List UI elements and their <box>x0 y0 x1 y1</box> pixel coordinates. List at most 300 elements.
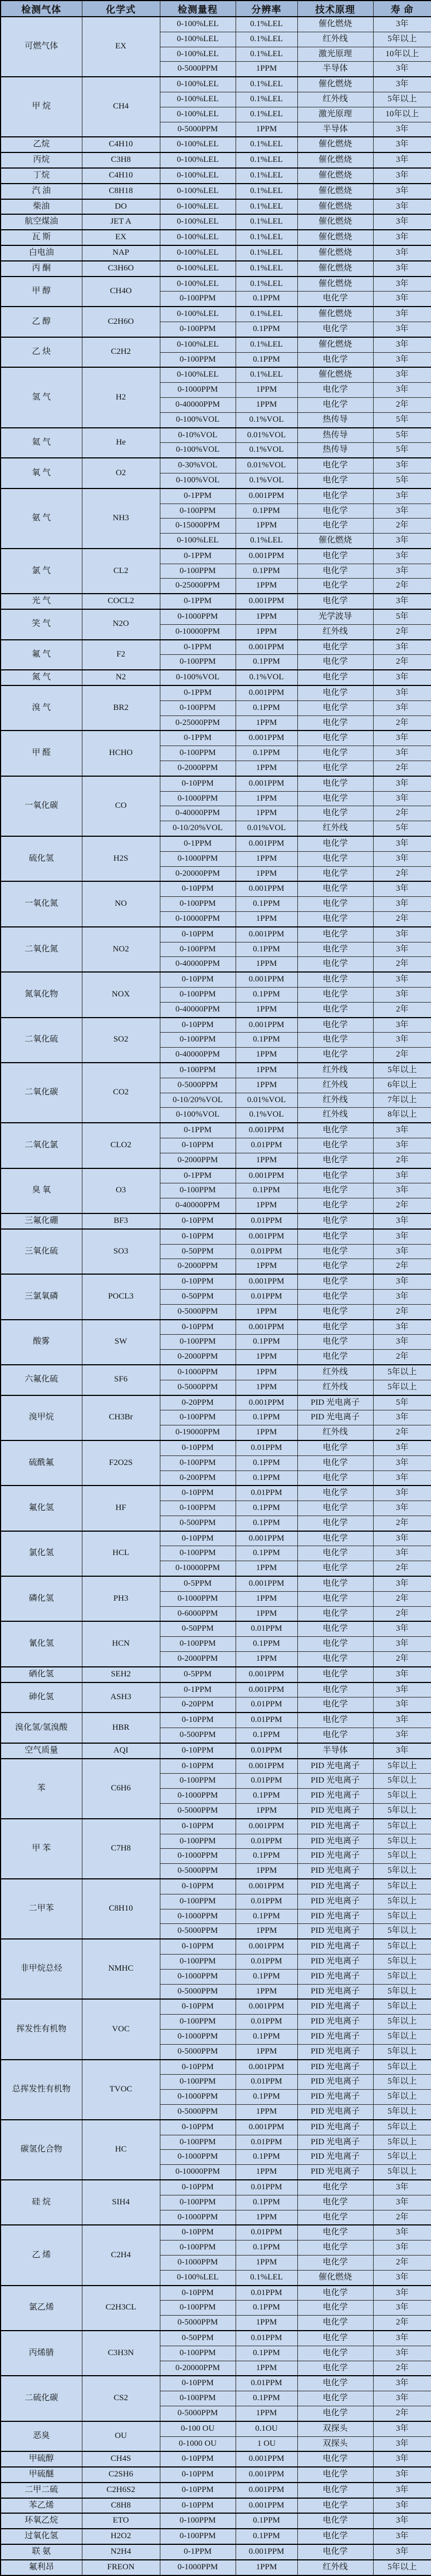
formula-cell: C2H4 <box>82 2225 160 2285</box>
lifespan-cell: 3年 <box>373 1682 431 1697</box>
range-cell: 0-1000PPM <box>160 2150 236 2165</box>
lifespan-cell: 5年以上 <box>373 1984 431 1999</box>
formula-cell: F2O2S <box>82 1440 160 1486</box>
resolution-cell: 1PPM <box>236 1153 297 1168</box>
lifespan-cell: 3年 <box>373 307 431 322</box>
range-cell: 0-100PPM <box>160 1183 236 1198</box>
range-cell: 0-100PPM <box>160 564 236 579</box>
principle-cell: 催化燃烧 <box>297 245 373 261</box>
principle-cell: 电化学 <box>297 746 373 761</box>
gas-name-cell: 苯乙烯 <box>1 2498 82 2514</box>
range-cell: 0-10PPM <box>160 1759 236 1774</box>
range-cell: 0-1PPM <box>160 594 236 609</box>
range-cell: 0-1PPM <box>160 1682 236 1697</box>
lifespan-cell: 2年 <box>373 579 431 594</box>
principle-cell: 电化学 <box>297 2331 373 2346</box>
resolution-cell: 0.1%LEL <box>236 261 297 277</box>
gas-name-cell: 酸雾 <box>1 1320 82 1365</box>
range-cell: 0-1PPM <box>160 640 236 655</box>
range-cell: 0-100PPM <box>160 2241 236 2256</box>
table-row <box>1 2331 431 2346</box>
principle-cell: 电化学 <box>297 1018 373 1033</box>
lifespan-cell: 3年 <box>373 1455 431 1470</box>
resolution-cell: 1PPM <box>236 2104 297 2119</box>
principle-cell: 电化学 <box>297 2225 373 2240</box>
table-row <box>1 1395 431 1410</box>
range-cell: 0-6000PPM <box>160 1606 236 1621</box>
principle-cell: PID 光电离子 <box>297 1924 373 1939</box>
gas-name-cell: 碳氢化合物 <box>1 2120 82 2180</box>
lifespan-cell: 3年 <box>373 261 431 277</box>
principle-cell: 红外线 <box>297 1380 373 1395</box>
column-header-resolution: 分辨率 <box>236 1 297 17</box>
lifespan-cell: 3年 <box>373 1743 431 1759</box>
table-row <box>1 1999 431 2014</box>
principle-cell: 红外线 <box>297 1425 373 1440</box>
resolution-cell: 1PPM <box>236 912 297 927</box>
resolution-cell: 1PPM <box>236 1365 297 1380</box>
gas-name-cell: 二硫化碳 <box>1 2376 82 2421</box>
lifespan-cell: 2年 <box>373 397 431 412</box>
lifespan-cell: 5年以上 <box>373 1969 431 1984</box>
resolution-cell: 0.01PPM <box>236 1440 297 1455</box>
range-cell: 0-1000PPM <box>160 791 236 806</box>
gas-name-cell: 总挥发性有机物 <box>1 2060 82 2120</box>
formula-cell: C7H8 <box>82 1819 160 1879</box>
resolution-cell: 1PPM <box>236 791 297 806</box>
range-cell: 0-100PPM <box>160 942 236 957</box>
principle-cell: 电化学 <box>297 2195 373 2210</box>
gas-name-cell: 三氟化硼 <box>1 1213 82 1229</box>
lifespan-cell: 3年 <box>373 1213 431 1229</box>
gas-name-cell: 光 气 <box>1 594 82 609</box>
resolution-cell: 0.1PPM <box>236 322 297 337</box>
table-row <box>1 458 431 473</box>
resolution-cell: 0.1%LEL <box>236 107 297 122</box>
principle-cell: 电化学 <box>297 897 373 912</box>
lifespan-cell: 2年 <box>373 1153 431 1168</box>
resolution-cell: 0.1%VOL <box>236 1108 297 1123</box>
principle-cell: PID 光电离子 <box>297 1879 373 1894</box>
table-row <box>1 881 431 896</box>
resolution-cell: 0.01PPM <box>236 1774 297 1789</box>
principle-cell: 半导体 <box>297 1743 373 1759</box>
principle-cell: 半导体 <box>297 62 373 77</box>
lifespan-cell: 2年 <box>373 519 431 534</box>
principle-cell: 电化学 <box>297 1002 373 1017</box>
lifespan-cell: 3年 <box>373 245 431 261</box>
principle-cell: PID 光电离子 <box>297 1894 373 1909</box>
range-cell: 0-100%LEL <box>160 184 236 199</box>
principle-cell: 电化学 <box>297 2498 373 2514</box>
principle-cell: 电化学 <box>297 579 373 594</box>
formula-cell: CLO2 <box>82 1123 160 1168</box>
resolution-cell: 0.01%VOL <box>236 821 297 836</box>
resolution-cell: 0.001PPM <box>236 1229 297 1244</box>
lifespan-cell: 3年 <box>373 881 431 896</box>
gas-name-cell: 乙烷 <box>1 137 82 152</box>
range-cell: 0-5PPM <box>160 1667 236 1682</box>
range-cell: 0-100PPM <box>160 1894 236 1909</box>
resolution-cell: 0.1%LEL <box>236 337 297 352</box>
formula-cell: ASH3 <box>82 1682 160 1713</box>
range-cell: 0-100%LEL <box>160 92 236 107</box>
principle-cell: PID 光电离子 <box>297 2044 373 2059</box>
resolution-cell: 0.1%VOL <box>236 670 297 685</box>
formula-cell: VOC <box>82 1999 160 2059</box>
principle-cell: 电化学 <box>297 866 373 881</box>
gas-name-cell: 臭 氧 <box>1 1168 82 1213</box>
formula-cell: HCN <box>82 1621 160 1666</box>
principle-cell: 双探头 <box>297 2436 373 2451</box>
lifespan-cell: 2年 <box>373 1350 431 1365</box>
range-cell: 0-100%LEL <box>160 337 236 352</box>
formula-cell: CO <box>82 776 160 836</box>
range-cell: 0-50PPM <box>160 2331 236 2346</box>
resolution-cell: 0.001PPM <box>236 1879 297 1894</box>
lifespan-cell: 3年 <box>373 1123 431 1138</box>
range-cell: 0-40000PPM <box>160 397 236 412</box>
range-cell: 0-10PPM <box>160 1743 236 1759</box>
gas-name-cell: 汽 油 <box>1 184 82 199</box>
lifespan-cell: 3年 <box>373 1138 431 1153</box>
resolution-cell: 0.001PPM <box>236 549 297 564</box>
lifespan-cell: 5年以上 <box>373 1879 431 1894</box>
lifespan-cell: 5年以上 <box>373 2120 431 2135</box>
lifespan-cell: 3年 <box>373 988 431 1003</box>
principle-cell: 电化学 <box>297 488 373 504</box>
principle-cell: PID 光电离子 <box>297 1819 373 1834</box>
range-cell: 0-10PPM <box>160 1713 236 1728</box>
lifespan-cell: 2年 <box>373 655 431 670</box>
principle-cell: 电化学 <box>297 1259 373 1274</box>
lifespan-cell: 3年 <box>373 2544 431 2560</box>
table-row <box>1 1621 431 1636</box>
lifespan-cell: 3年 <box>373 214 431 230</box>
formula-cell: HCHO <box>82 731 160 776</box>
formula-cell: FREON <box>82 2560 160 2575</box>
resolution-cell: 0.001PPM <box>236 1531 297 1546</box>
range-cell: 0-100%VOL <box>160 473 236 488</box>
lifespan-cell: 2年 <box>373 2361 431 2376</box>
table-row <box>1 927 431 942</box>
principle-cell: 电化学 <box>297 322 373 337</box>
principle-cell: 电化学 <box>297 1304 373 1319</box>
principle-cell: 电化学 <box>297 881 373 896</box>
resolution-cell: 1PPM <box>236 2560 297 2575</box>
gas-name-cell: 三氧化硫 <box>1 1229 82 1274</box>
resolution-cell: 0.1%LEL <box>236 152 297 168</box>
range-cell: 0-1000PPM <box>160 1969 236 1984</box>
principle-cell: 红外线 <box>297 1078 373 1093</box>
principle-cell: PID 光电离子 <box>297 1834 373 1849</box>
principle-cell: 热传导 <box>297 428 373 443</box>
table-row <box>1 1486 431 1501</box>
range-cell: 0-100PPM <box>160 1033 236 1048</box>
table-row <box>1 1879 431 1894</box>
column-header-formula: 化学式 <box>82 1 160 17</box>
range-cell: 0-100PPM <box>160 897 236 912</box>
principle-cell: 电化学 <box>297 519 373 534</box>
resolution-cell: 0.01PPM <box>236 1743 297 1759</box>
resolution-cell: 1PPM <box>236 1864 297 1879</box>
principle-cell: PID 光电离子 <box>297 1789 373 1804</box>
resolution-cell: 0.01PPM <box>236 1244 297 1259</box>
table-row <box>1 640 431 655</box>
range-cell: 0-100%LEL <box>160 245 236 261</box>
principle-cell: 红外线 <box>297 92 373 107</box>
principle-cell: 电化学 <box>297 1335 373 1350</box>
principle-cell: 电化学 <box>297 1198 373 1213</box>
resolution-cell: 0.001PPM <box>236 1667 297 1682</box>
lifespan-cell: 5年以上 <box>373 2029 431 2044</box>
resolution-cell: 0.1PPM <box>236 897 297 912</box>
principle-cell: 催化燃烧 <box>297 77 373 92</box>
range-cell: 0-100%LEL <box>160 137 236 152</box>
lifespan-cell: 6年以上 <box>373 1078 431 1093</box>
lifespan-cell: 3年 <box>373 230 431 245</box>
gas-name-cell: 氯化氢 <box>1 1531 82 1576</box>
lifespan-cell: 3年 <box>373 670 431 685</box>
table-row <box>1 2180 431 2195</box>
range-cell: 0-10PPM <box>160 1229 236 1244</box>
principle-cell: 电化学 <box>297 1621 373 1636</box>
lifespan-cell: 5年以上 <box>373 1365 431 1380</box>
table-row <box>1 2120 431 2135</box>
lifespan-cell: 5年以上 <box>373 1804 431 1819</box>
resolution-cell: 0.1PPM <box>236 1546 297 1561</box>
principle-cell: 红外线 <box>297 821 373 836</box>
range-cell: 0-100PPM <box>160 1063 236 1078</box>
lifespan-cell: 3年 <box>373 594 431 609</box>
table-row <box>1 2544 431 2560</box>
resolution-cell: 1PPM <box>236 1304 297 1319</box>
range-cell: 0-1PPM <box>160 685 236 700</box>
formula-cell: SO3 <box>82 1229 160 1274</box>
lifespan-cell: 3年 <box>373 2331 431 2346</box>
range-cell: 0-100PPM <box>160 1455 236 1470</box>
lifespan-cell: 2年 <box>373 1002 431 1017</box>
principle-cell: 电化学 <box>297 2180 373 2195</box>
lifespan-cell: 2年 <box>373 1048 431 1063</box>
lifespan-cell: 3年 <box>373 2451 431 2467</box>
table-row <box>1 776 431 791</box>
lifespan-cell: 3年 <box>373 972 431 987</box>
principle-cell: 电化学 <box>297 1123 373 1138</box>
formula-cell: TVOC <box>82 2060 160 2120</box>
formula-cell: C4H10 <box>82 137 160 152</box>
lifespan-cell: 3年 <box>373 640 431 655</box>
resolution-cell: 1PPM <box>236 519 297 534</box>
principle-cell: 电化学 <box>297 1183 373 1198</box>
range-cell: 0-1000PPM <box>160 2560 236 2575</box>
range-cell: 0-20PPM <box>160 1395 236 1410</box>
lifespan-cell: 10年以上 <box>373 47 431 62</box>
principle-cell: 电化学 <box>297 292 373 307</box>
resolution-cell: 0.01PPM <box>236 2075 297 2090</box>
resolution-cell: 0.001PPM <box>236 640 297 655</box>
lifespan-cell: 3年 <box>373 2391 431 2406</box>
principle-cell: 电化学 <box>297 564 373 579</box>
resolution-cell: 1PPM <box>236 806 297 821</box>
lifespan-cell: 3年 <box>373 1637 431 1652</box>
lifespan-cell: 5年以上 <box>373 2104 431 2119</box>
lifespan-cell: 3年 <box>373 1546 431 1561</box>
lifespan-cell: 3年 <box>373 1274 431 1289</box>
range-cell: 0-15000PPM <box>160 519 236 534</box>
resolution-cell: 1PPM <box>236 1380 297 1395</box>
table-row <box>1 1576 431 1591</box>
resolution-cell: 0.1%LEL <box>236 277 297 292</box>
lifespan-cell: 3年 <box>373 2498 431 2514</box>
principle-cell: 催化燃烧 <box>297 199 373 215</box>
formula-cell: SEH2 <box>82 1667 160 1682</box>
principle-cell: 电化学 <box>297 2255 373 2270</box>
range-cell: 0-100PPM <box>160 1410 236 1425</box>
formula-cell: HCL <box>82 1531 160 1576</box>
range-cell: 0-100PPM <box>160 655 236 670</box>
table-row <box>1 1365 431 1380</box>
principle-cell: 电化学 <box>297 2451 373 2467</box>
range-cell: 0-20PPM <box>160 1697 236 1713</box>
principle-cell: 催化燃烧 <box>297 17 373 32</box>
range-cell: 0-100%LEL <box>160 2270 236 2285</box>
gas-name-cell: 二甲苯 <box>1 1879 82 1939</box>
lifespan-cell: 5年以上 <box>373 1774 431 1789</box>
formula-cell: C6H6 <box>82 1759 160 1819</box>
range-cell: 0-100%VOL <box>160 1108 236 1123</box>
lifespan-cell: 5年 <box>373 821 431 836</box>
lifespan-cell: 5年以上 <box>373 1924 431 1939</box>
principle-cell: 电化学 <box>297 473 373 488</box>
lifespan-cell: 2年 <box>373 912 431 927</box>
principle-cell: 电化学 <box>297 1606 373 1621</box>
gas-name-cell: 二氧化氯 <box>1 1123 82 1168</box>
table-row <box>1 1320 431 1335</box>
resolution-cell: 0.01PPM <box>236 1697 297 1713</box>
table-row <box>1 137 431 152</box>
principle-cell: 电化学 <box>297 806 373 821</box>
principle-cell: 电化学 <box>297 2241 373 2256</box>
principle-cell: 电化学 <box>297 458 373 473</box>
formula-cell: PH3 <box>82 1576 160 1621</box>
resolution-cell: 0.1PPM <box>236 1501 297 1516</box>
range-cell: 0-10PPM <box>160 1531 236 1546</box>
resolution-cell: 0.1PPM <box>236 2391 297 2406</box>
resolution-cell: 1PPM <box>236 851 297 866</box>
resolution-cell: 0.1%LEL <box>236 32 297 47</box>
lifespan-cell: 2年 <box>373 2255 431 2270</box>
resolution-cell: 1PPM <box>236 1063 297 1078</box>
principle-cell: 激光原理 <box>297 47 373 62</box>
lifespan-cell: 3年 <box>373 731 431 746</box>
table-row <box>1 77 431 92</box>
formula-cell: COCL2 <box>82 594 160 609</box>
table-row <box>1 17 431 32</box>
principle-cell: 催化燃烧 <box>297 184 373 199</box>
lifespan-cell: 3年 <box>373 488 431 504</box>
principle-cell: PID 光电离子 <box>297 1759 373 1774</box>
principle-cell: PID 光电离子 <box>297 1984 373 1999</box>
range-cell: 0-1000PPM <box>160 1789 236 1804</box>
resolution-cell: 0.01PPM <box>236 1955 297 1970</box>
range-cell: 0-100PPM <box>160 1955 236 1970</box>
lifespan-cell: 3年 <box>373 2225 431 2240</box>
range-cell: 0-1PPM <box>160 1168 236 1183</box>
column-header-principle: 技术原理 <box>297 1 373 17</box>
table-row <box>1 2560 431 2575</box>
table-row <box>1 367 431 382</box>
principle-cell: 电化学 <box>297 912 373 927</box>
lifespan-cell: 3年 <box>373 746 431 761</box>
principle-cell: 电化学 <box>297 1591 373 1606</box>
lifespan-cell: 3年 <box>373 337 431 352</box>
range-cell: 0-10%VOL <box>160 428 236 443</box>
principle-cell: PID 光电离子 <box>297 2150 373 2165</box>
lifespan-cell: 2年 <box>373 715 431 731</box>
lifespan-cell: 2年 <box>373 761 431 776</box>
table-row <box>1 337 431 352</box>
formula-cell: CH4O <box>82 277 160 307</box>
formula-cell: CO2 <box>82 1063 160 1123</box>
table-row <box>1 2467 431 2483</box>
resolution-cell: 1PPM <box>236 609 297 624</box>
range-cell: 0-100PPM <box>160 352 236 367</box>
table-row <box>1 1682 431 1697</box>
resolution-cell: 0.001PPM <box>236 1320 297 1335</box>
range-cell: 0-2000PPM <box>160 1153 236 1168</box>
formula-cell: NOX <box>82 972 160 1017</box>
principle-cell: 光学波导 <box>297 609 373 624</box>
resolution-cell: 1PPM <box>236 2210 297 2225</box>
gas-name-cell: 氨 气 <box>1 488 82 549</box>
principle-cell: 电化学 <box>297 1531 373 1546</box>
table-row <box>1 1939 431 1954</box>
formula-cell: POCL3 <box>82 1274 160 1319</box>
resolution-cell: 0.001PPM <box>236 972 297 987</box>
lifespan-cell: 3年 <box>373 168 431 184</box>
formula-cell: HBR <box>82 1713 160 1743</box>
principle-cell: 电化学 <box>297 1289 373 1304</box>
lifespan-cell: 3年 <box>373 1410 431 1425</box>
range-cell: 0-500PPM <box>160 1728 236 1743</box>
header-row <box>1 1 431 17</box>
gas-name-cell: 丙烷 <box>1 152 82 168</box>
lifespan-cell: 3年 <box>373 2376 431 2391</box>
principle-cell: 电化学 <box>297 2544 373 2560</box>
resolution-cell: 0.01PPM <box>236 1621 297 1636</box>
principle-cell: 电化学 <box>297 594 373 609</box>
formula-cell: NO <box>82 881 160 926</box>
resolution-cell: 0.001PPM <box>236 927 297 942</box>
principle-cell: 激光原理 <box>297 107 373 122</box>
range-cell: 0-10000PPM <box>160 2165 236 2180</box>
resolution-cell: 0.1PPM <box>236 1470 297 1486</box>
range-cell: 0-19000PPM <box>160 1425 236 1440</box>
lifespan-cell: 5年以上 <box>373 1380 431 1395</box>
range-cell: 0-5000PPM <box>160 2044 236 2059</box>
lifespan-cell: 5年以上 <box>373 1819 431 1834</box>
table-row <box>1 731 431 746</box>
principle-cell: 电化学 <box>297 700 373 715</box>
gas-name-cell: 环氧乙烷 <box>1 2513 82 2529</box>
range-cell: 0-1000PPM <box>160 383 236 398</box>
resolution-cell: 0.01PPM <box>236 2225 297 2240</box>
resolution-cell: 0.001PPM <box>236 2060 297 2075</box>
principle-cell: 电化学 <box>297 1153 373 1168</box>
gas-name-cell: 氢 气 <box>1 367 82 427</box>
range-cell: 0-5000PPM <box>160 1864 236 1879</box>
